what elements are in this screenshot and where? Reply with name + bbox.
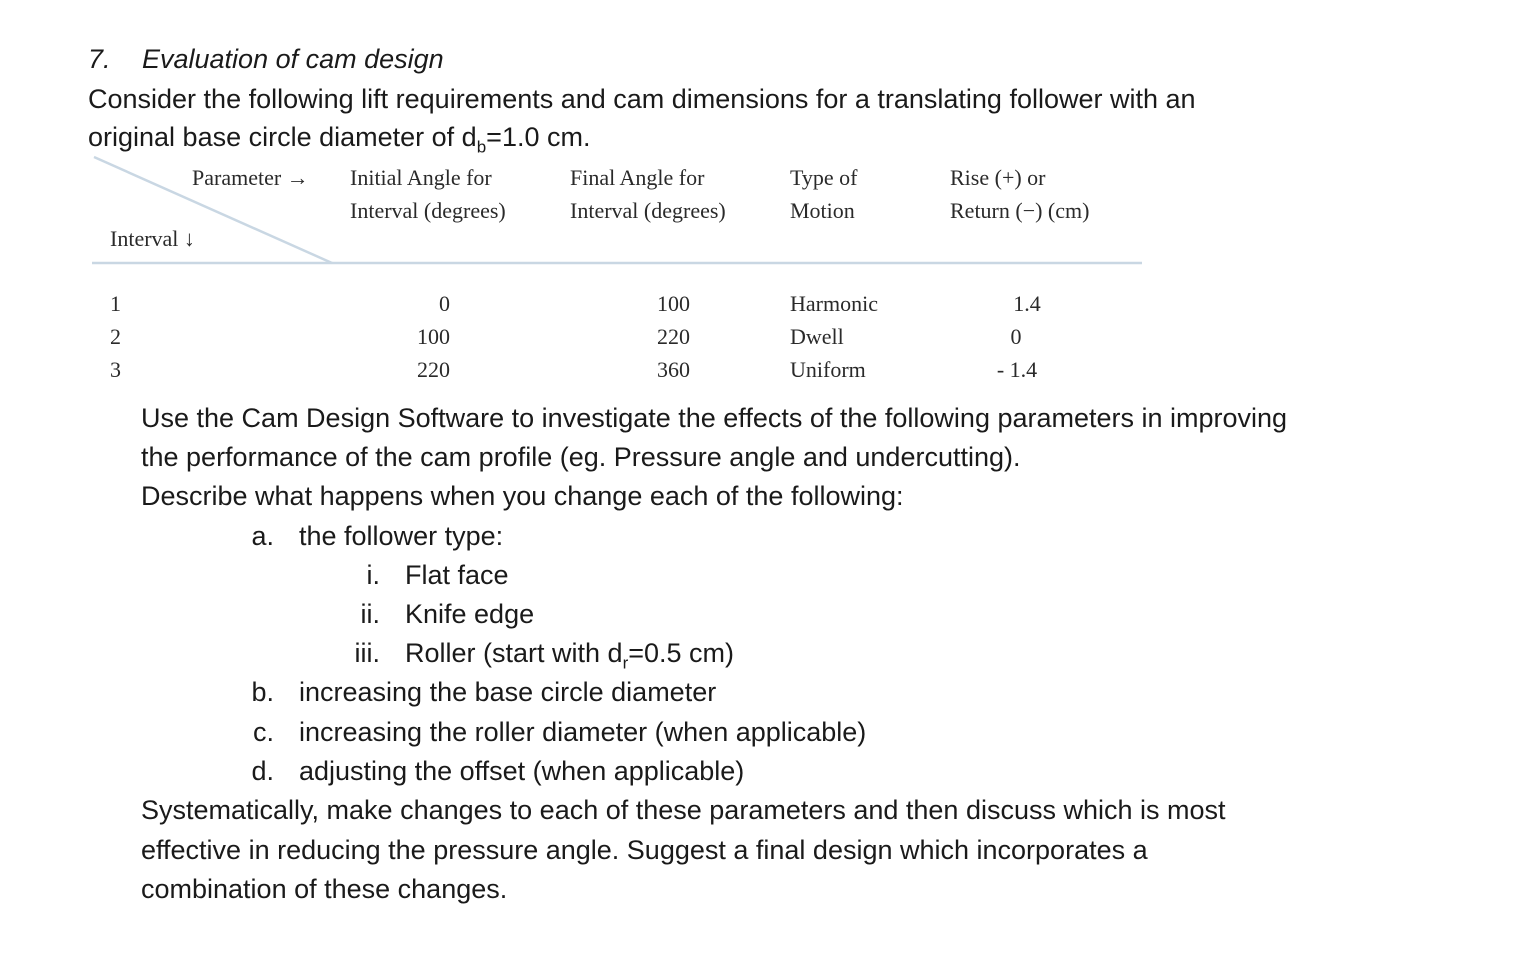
list-text-iii [405,638,735,673]
closing-line-3: combination of these changes. [141,874,508,904]
cell-final-1: 100 [657,291,690,316]
cell-initial-3: 220 [417,357,450,382]
list-text-a: the follower type: [299,521,504,551]
corner-label-parameter: Parameter → [192,165,309,190]
list-label-ii: ii. [360,599,380,629]
list-label-a: a. [251,521,274,551]
list-text-ii: Knife edge [405,599,535,629]
list-label-c: c. [252,717,274,747]
intro-line-1: Consider the following lift requirements and cam dimensions for a translating follower with an [88,84,1196,114]
cell-interval-2: 2 [110,324,121,349]
header-final-line-2: Interval (degrees) [570,198,726,223]
closing-line-2: effective in reducing the pressure angle. Suggest a final design which incorporates a [141,835,1148,865]
list-label-i: i. [366,560,380,590]
cell-rise-3: - 1.4 [996,357,1038,382]
body-line-2: the performance of the cam profile (eg. Pressure angle and undercutting). [141,442,1021,472]
closing-line-1: Systematically, make changes to each of these parameters and then discuss which is most [141,795,1226,825]
list-text-c: increasing the roller diameter (when applicable) [299,717,867,747]
header-motion-type [790,161,858,227]
section-heading [88,40,444,79]
list-text-iii-subscript: r [622,653,629,673]
header-final-angle [570,161,726,227]
header-initial-angle [350,161,506,227]
list-item-b [228,673,716,712]
intro-subscript: b [476,137,487,157]
header-motion-line-2: Motion [790,198,855,223]
list-item-d [228,752,744,791]
header-initial-line-2: Interval (degrees) [350,198,506,223]
header-initial-line-1: Initial Angle for [350,165,492,190]
body-line-3: Describe what happens when you change each of the following: [141,481,904,511]
cell-interval-3: 3 [110,357,121,382]
cell-initial-1: 0 [439,291,450,316]
cell-motion-2: Dwell [790,324,844,349]
header-rise-return [950,161,1089,227]
list-subitem-i [330,556,509,595]
list-item-c [228,713,866,752]
cell-interval-1: 1 [110,291,121,316]
list-subitem-ii [330,595,534,634]
cell-final-3: 360 [657,357,690,382]
list-text-i: Flat face [405,560,509,590]
cell-motion-1: Harmonic [790,291,878,316]
list-text-iii-suffix: =0.5 cm) [628,638,735,668]
list-text-b: increasing the base circle diameter [299,677,717,707]
cell-initial-2: 100 [417,324,450,349]
list-label-b: b. [251,677,274,707]
lift-requirements-table [92,155,1142,395]
list-text-iii-prefix: Roller (start with d [405,638,623,668]
cell-rise-1: 1.4 [1013,291,1041,316]
cell-rise-2: 0 [1010,324,1022,349]
list-label-d: d. [251,756,274,786]
header-rise-line-1: Rise (+) or [950,165,1046,190]
intro-line-2-suffix: =1.0 cm. [486,122,591,152]
section-title: Evaluation of cam design [142,44,444,74]
list-item-a [228,517,503,556]
cell-final-2: 220 [657,324,690,349]
list-label-iii: iii. [354,638,380,668]
header-rise-line-2: Return (−) (cm) [950,198,1090,223]
header-final-line-1: Final Angle for [570,165,705,190]
list-text-d: adjusting the offset (when applicable) [299,756,745,786]
section-number: 7. [88,44,111,74]
cell-motion-3: Uniform [790,357,866,382]
header-motion-line-1: Type of [790,165,858,190]
corner-label-interval: Interval ↓ [110,226,195,251]
body-line-1: Use the Cam Design Software to investigate the effects of the following parameters in improving [141,403,1288,433]
intro-line-2-text: original base circle diameter of d [88,122,477,152]
